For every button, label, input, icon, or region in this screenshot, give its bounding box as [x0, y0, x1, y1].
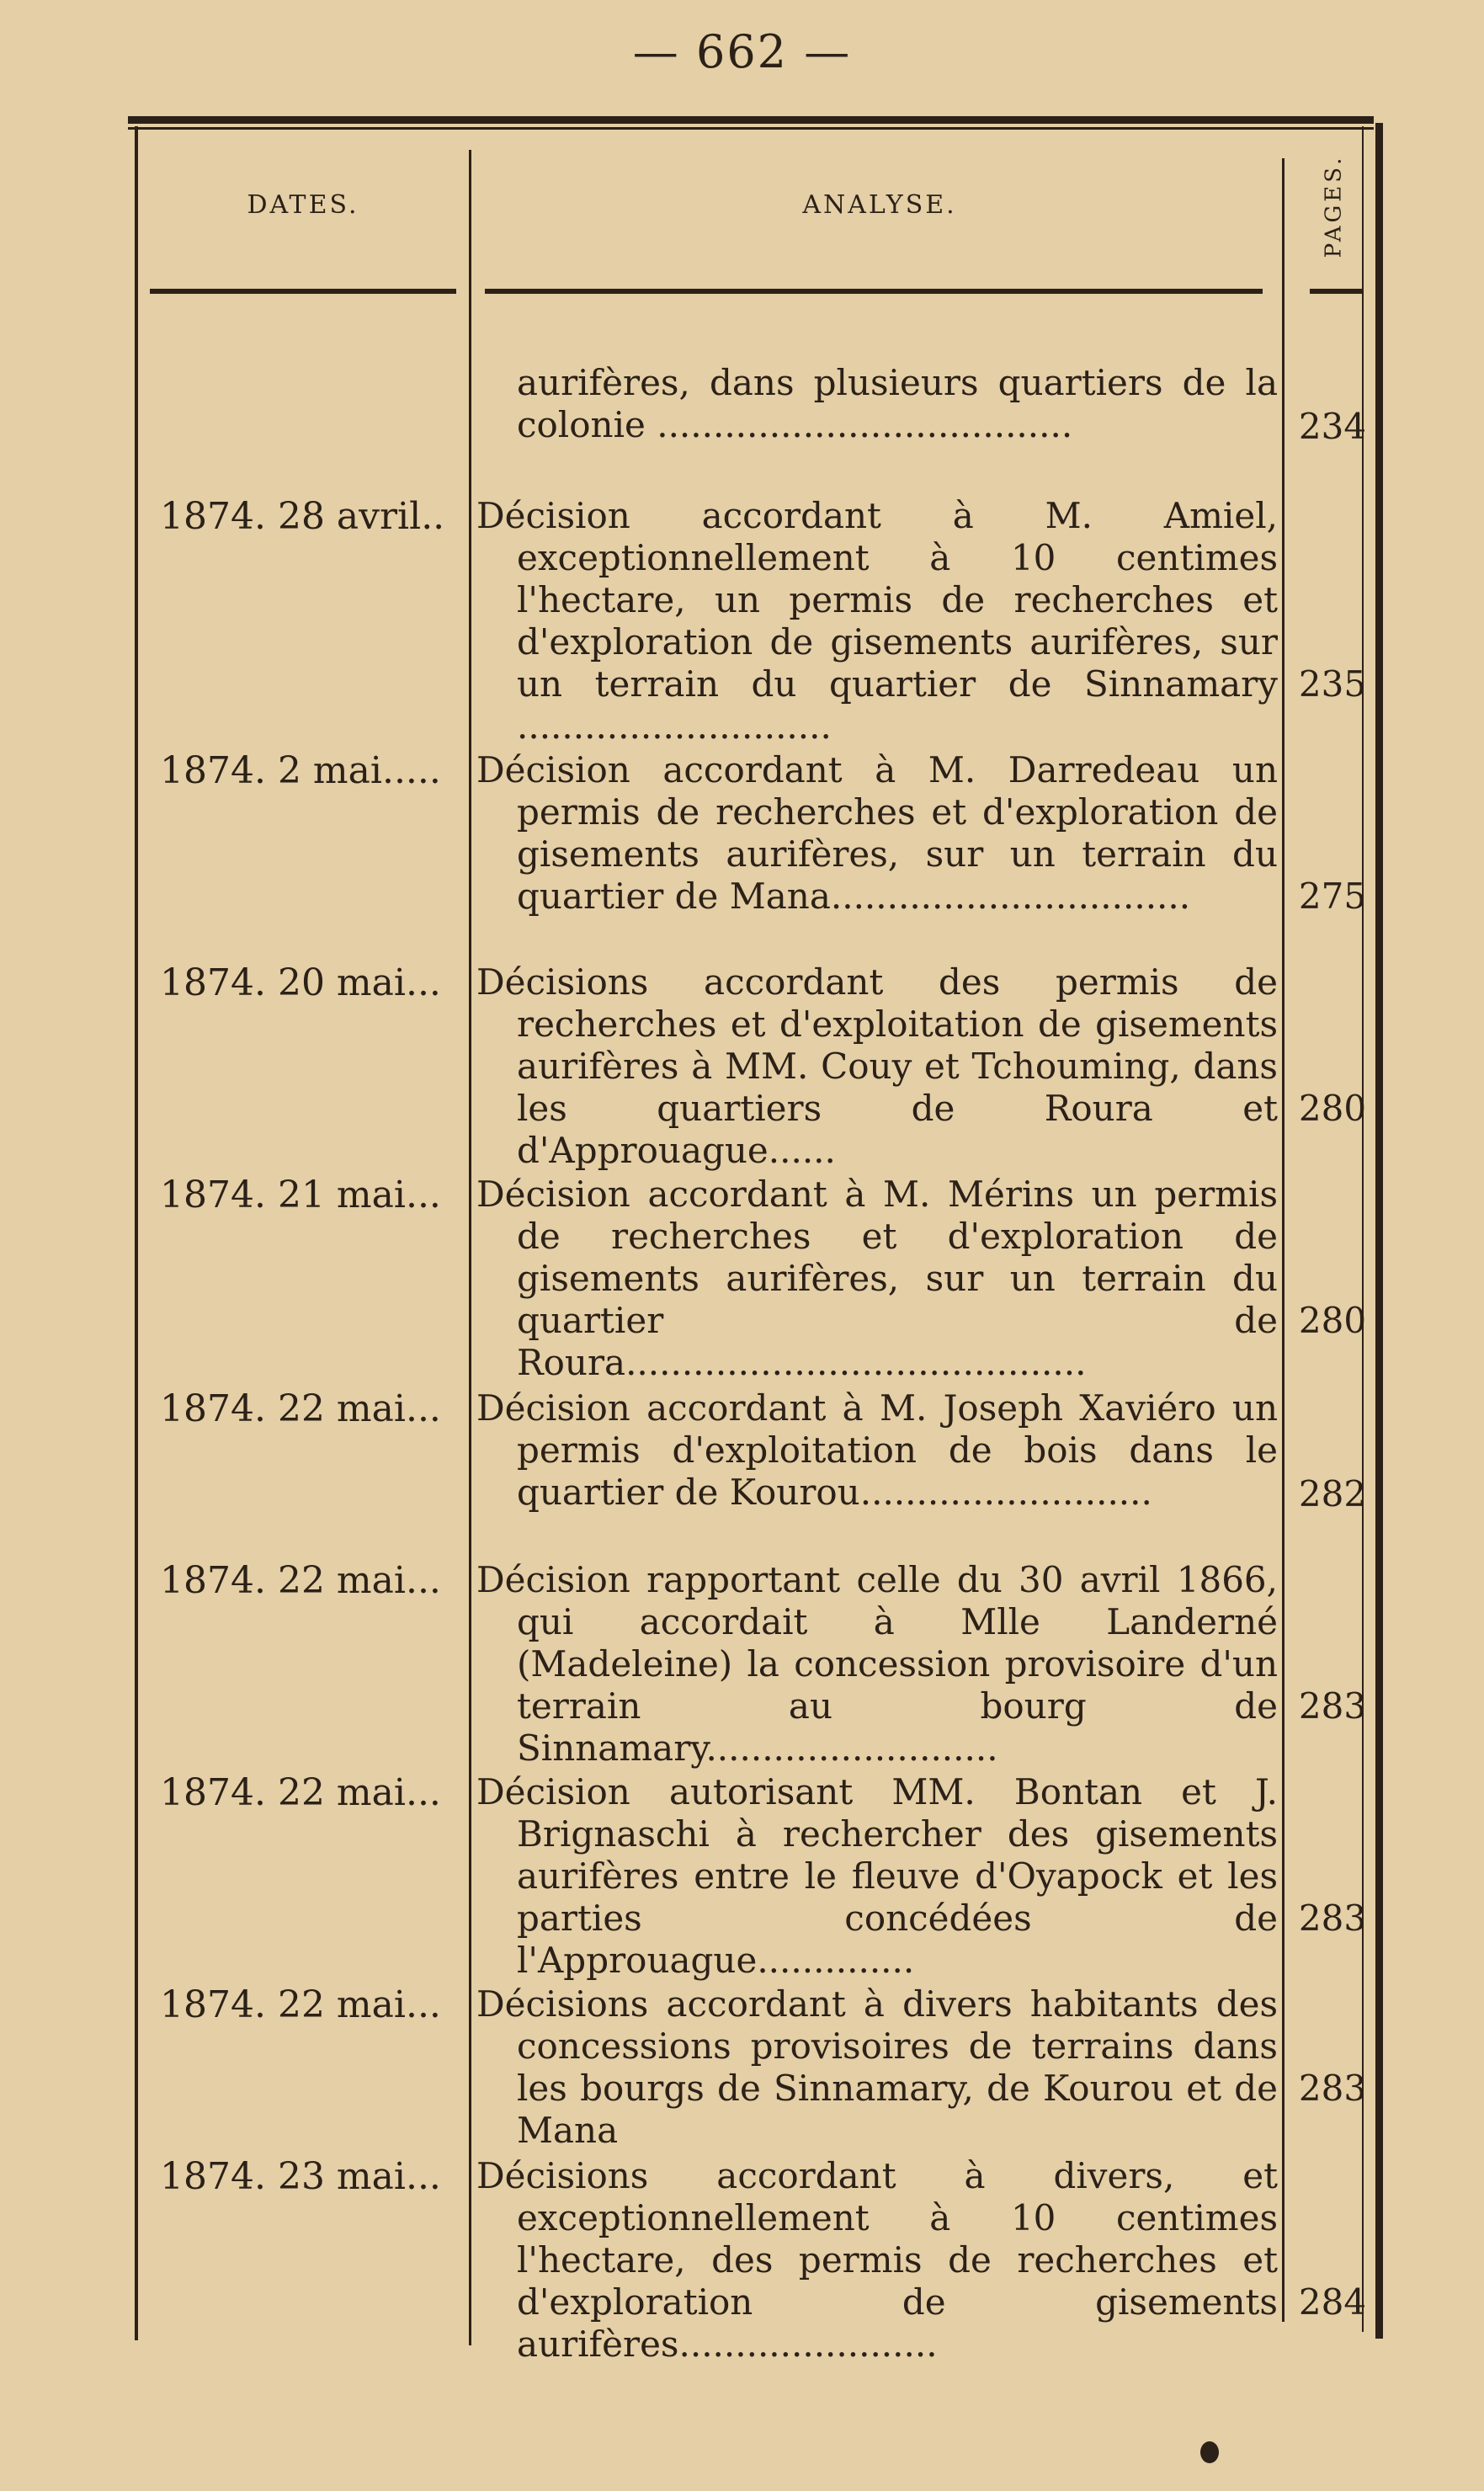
entry-page: 283: [1298, 1685, 1367, 1727]
entry-page: 284: [1298, 2281, 1367, 2323]
entry-analysis: Décision accordant à M. Amiel, exceptionnellement à 10 centimes l'hectare, un permis de recherches et d'exploration de gisements aurifères, sur un terrain du quartier de Sinnamary ............................: [476, 495, 1278, 747]
entry-date: 1874. 22 mai...: [160, 1387, 441, 1430]
entry-analysis: Décision accordant à M. Joseph Xaviéro un permis d'exploitation de bois dans le quartier de Kourou..........................: [476, 1387, 1278, 1513]
entry-page: 234: [1298, 406, 1367, 447]
entry-page: 235: [1298, 663, 1367, 705]
ink-spot: [1200, 2441, 1219, 2463]
entry-date: 1874. 23 mai...: [160, 2155, 441, 2198]
header-pages-cell: [1308, 152, 1359, 261]
entry-analysis: Décisions accordant à divers habitants des concessions provisoires de terrains dans les bourgs de Sinnamary, de Kourou et de Mana: [476, 1983, 1278, 2151]
entry-date: 1874. 21 mai...: [160, 1174, 441, 1216]
right-border: [1375, 123, 1383, 2339]
entry-date: 1874. 2 mai.....: [160, 749, 441, 792]
header-pages: PAGES.: [1321, 154, 1347, 258]
entry-analysis: Décisions accordant à divers, et exceptionnellement à 10 centimes l'hectare, des permis de recherches et d'exploration de gisements aurifères.......................: [476, 2155, 1278, 2365]
entry-date: 1874. 22 mai...: [160, 1983, 441, 2026]
page-number: — 662 —: [632, 25, 852, 78]
header-rule-pages: [1310, 289, 1362, 294]
entry-page: 283: [1298, 2068, 1367, 2109]
entry-analysis: aurifères, dans plusieurs quartiers de la colonie .....................................: [517, 362, 1278, 445]
entry-analysis: Décisions accordant des permis de recherches et d'exploitation de gisements aurifères à MM. Couy et Tchouming, dans les quartiers de Roura et d'Approuague......: [476, 961, 1278, 1171]
entry-date: 1874. 28 avril..: [160, 495, 445, 538]
top-rule: [128, 116, 1374, 124]
entry-analysis: Décision accordant à M. Darredeau un permis de recherches et d'exploration de gisements aurifères, sur un terrain du quartier de Mana................................: [476, 749, 1278, 917]
right-border-thin: [1362, 126, 1364, 2332]
left-border: [135, 126, 138, 2340]
header-rule-dates: [150, 289, 456, 294]
dates-analysis-divider: [469, 150, 471, 2345]
entry-analysis: Décision autorisant MM. Bontan et J. Brignaschi à rechercher des gisements aurifères entre le fleuve d'Oyapock et les parties concédées de l'Approuague..............: [476, 1771, 1278, 1981]
entry-page: 280: [1298, 1088, 1367, 1129]
entry-page: 283: [1298, 1898, 1367, 1939]
entry-page: 282: [1298, 1473, 1367, 1514]
header-analyse: ANALYSE.: [802, 190, 957, 220]
top-rule-thin: [128, 127, 1374, 130]
entry-date: 1874. 22 mai...: [160, 1771, 441, 1814]
entry-page: 275: [1298, 876, 1367, 917]
entry-analysis: Décision rapportant celle du 30 avril 1866, qui accordait à Mlle Landerné (Madeleine) la concession provisoire d'un terrain au bourg de Sinnamary..........................: [476, 1559, 1278, 1769]
header-dates: DATES.: [247, 190, 359, 220]
analysis-pages-divider: [1282, 158, 1285, 2322]
header-rule-analyse: [485, 289, 1263, 294]
entry-analysis: Décision accordant à M. Mérins un permis de recherches et d'exploration de gisements aurifères, sur un terrain du quartier de Roura.........................................: [476, 1174, 1278, 1383]
entry-date: 1874. 20 mai...: [160, 961, 441, 1004]
entry-page: 280: [1298, 1300, 1367, 1341]
entry-date: 1874. 22 mai...: [160, 1559, 441, 1602]
